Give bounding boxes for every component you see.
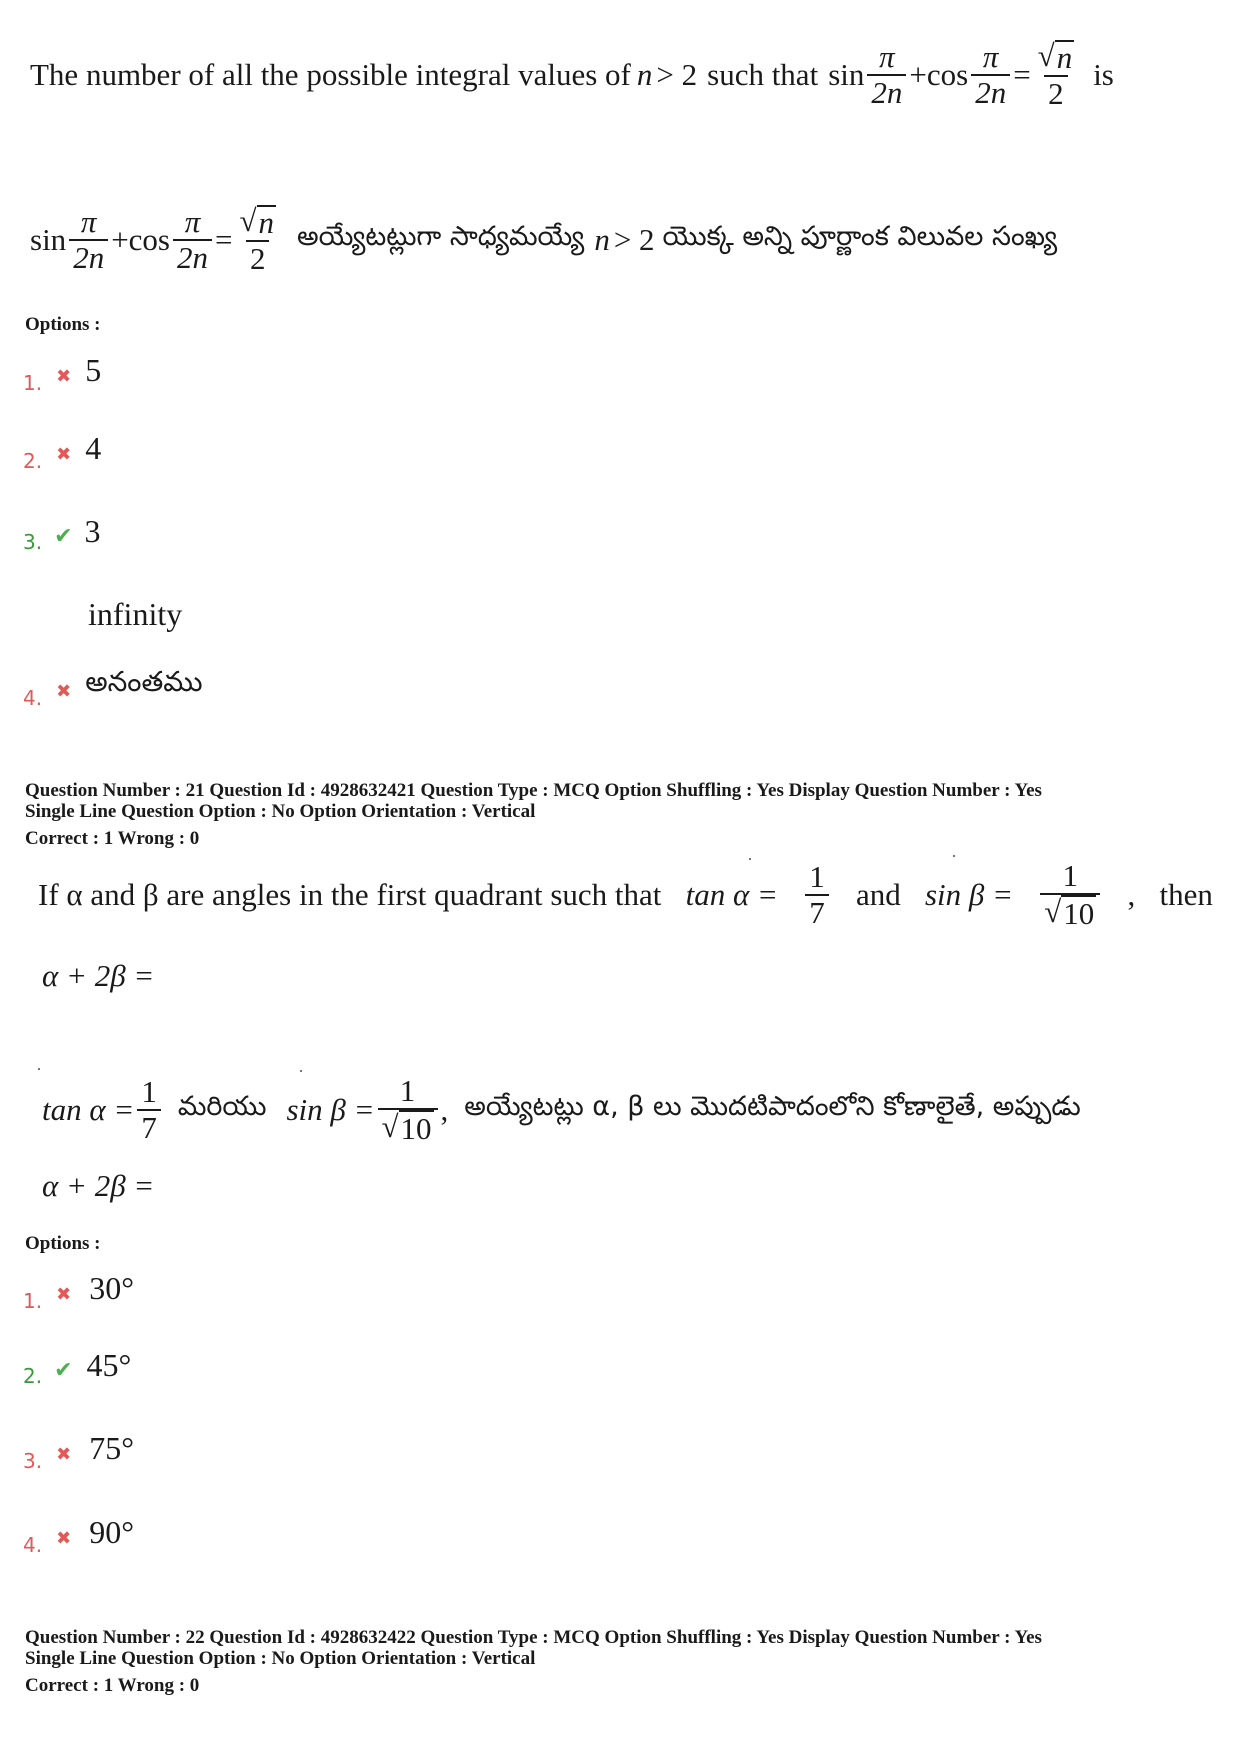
- q20-cos: cos: [926, 57, 969, 93]
- q20-text-end: is: [1093, 57, 1114, 93]
- option-value: 4: [85, 429, 102, 466]
- q21-question-en: [38, 860, 1213, 931]
- q20-cond-var: n: [636, 57, 653, 93]
- q22-meta-line2: Single Line Question Option : No Option Orientation : Vertical: [25, 1648, 536, 1669]
- q20-te-text-a: అయ్యేటట్లుగా సాధ్యమయ్యే: [297, 221, 585, 253]
- q21-te-comma: ,: [440, 1092, 449, 1128]
- q21-expr-te: α + 2β =: [42, 1168, 155, 1203]
- scan-dot: [300, 1070, 302, 1072]
- option-value: 45°: [86, 1346, 132, 1383]
- q21-te-frac-1: $\frac{1}{7}$: [137, 1076, 161, 1145]
- wrong-icon: ✖: [56, 1283, 72, 1305]
- option-value: 5: [85, 351, 102, 388]
- q21-tan-alpha: tan α =: [685, 877, 778, 913]
- q21-option-3[interactable]: [23, 1423, 134, 1473]
- q20-question-te: [30, 205, 1210, 276]
- q21-te-text: అయ్యేటట్లు α, β లు మొదటిపాదంలోని కోణాలైతే, అప్పుడు: [464, 1091, 1081, 1123]
- q20-te-frac-3: √ n 2: [239, 203, 274, 276]
- q22-meta-line1: Question Number : 22 Question Id : 4928632422 Question Type : MCQ Option Shuffling : Yes Display Question Number : Yes: [25, 1627, 1042, 1648]
- option-value: 3: [84, 512, 101, 549]
- q20-eq: =: [1013, 57, 1031, 93]
- correct-icon: ✔: [54, 1357, 73, 1383]
- option-number: 1.: [23, 371, 43, 395]
- q20-option-2[interactable]: [23, 423, 101, 473]
- option-value: 30°: [89, 1269, 134, 1306]
- option-value-te: అనంతము: [85, 665, 203, 698]
- q22-meta-line3: Correct : 1 Wrong : 0: [25, 1675, 200, 1696]
- q20-te-text-b: యొక్క అన్ని పూర్ణాంక విలువల సంఖ్య: [662, 221, 1058, 253]
- option-number: 2.: [23, 449, 43, 473]
- q21-option-2[interactable]: [23, 1342, 131, 1388]
- q20-option-4[interactable]: [23, 660, 203, 710]
- q21-frac-1: $\frac{1}{7}$: [805, 861, 829, 930]
- q21-te-frac-2: 1 √ 10: [378, 1075, 438, 1146]
- q20-frac-2: $\frac{\pi}{2n}$: [971, 41, 1010, 110]
- q20-te-rel: > 2: [613, 222, 655, 258]
- q21-comma: ,: [1127, 877, 1136, 913]
- option-number: 4.: [23, 1533, 43, 1557]
- q20-option-4-en: [88, 596, 182, 633]
- wrong-icon: ✖: [56, 365, 72, 387]
- scan-dot: [953, 855, 955, 857]
- wrong-icon: ✖: [56, 443, 72, 465]
- q21-expr-en: α + 2β =: [42, 958, 155, 993]
- q22-meta: [25, 1627, 1225, 1696]
- q21-meta-line1: Question Number : 21 Question Id : 4928632421 Question Type : MCQ Option Shuffling : Yes Display Question Number : Yes: [25, 780, 1042, 801]
- q21-options-label: Options :: [25, 1233, 101, 1254]
- q21-question-te: [42, 1075, 1217, 1146]
- q20-te-frac-2: $\frac{\pi}{2n}$: [173, 206, 212, 275]
- q21-te-and: మరియు: [177, 1091, 267, 1123]
- q21-and: and: [855, 877, 901, 913]
- option-value: 90°: [89, 1513, 134, 1550]
- q21-meta-line3: Correct : 1 Wrong : 0: [25, 828, 200, 849]
- q20-te-frac-1: $\frac{\pi}{2n}$: [69, 206, 108, 275]
- q21-text-a: If α and β are angles in the first quadrant such that: [38, 877, 662, 913]
- option-number: 3.: [23, 530, 43, 554]
- option-value: infinity: [88, 596, 183, 632]
- q20-te-var: n: [594, 222, 610, 258]
- q20-te-plus: +: [111, 222, 129, 258]
- correct-icon: ✔: [54, 523, 73, 549]
- q21-then: then: [1159, 877, 1213, 913]
- q21-te-sin: sin β =: [286, 1092, 375, 1128]
- q21-meta-line2: Single Line Question Option : No Option Orientation : Vertical: [25, 801, 536, 822]
- q21-option-1[interactable]: [23, 1263, 134, 1313]
- q20-question-en: [30, 40, 1210, 111]
- scan-dot: [38, 1068, 40, 1070]
- q20-te-eq: =: [215, 222, 233, 258]
- q20-frac-3: √ n 2: [1037, 38, 1073, 111]
- q20-sin: sin: [828, 57, 865, 93]
- q20-plus: +: [909, 57, 927, 93]
- q21-sin-beta: sin β =: [924, 877, 1014, 913]
- wrong-icon: ✖: [56, 1527, 72, 1549]
- wrong-icon: ✖: [56, 1443, 72, 1465]
- option-number: 4.: [23, 686, 43, 710]
- q21-meta: [25, 780, 1225, 849]
- option-number: 2.: [23, 1364, 43, 1388]
- q20-text-mid: such that: [707, 57, 819, 93]
- q20-options-label: Options :: [25, 314, 101, 335]
- q20-frac-1: $\frac{\pi}{2n}$: [867, 41, 906, 110]
- option-number: 1.: [23, 1289, 43, 1313]
- q20-te-sin: sin: [30, 222, 67, 258]
- q21-option-4[interactable]: [23, 1507, 134, 1557]
- q20-cond-rel: > 2: [656, 57, 698, 93]
- q20-option-1[interactable]: [23, 345, 101, 395]
- q20-text-before: The number of all the possible integral values of: [30, 57, 631, 93]
- wrong-icon: ✖: [56, 680, 72, 702]
- q21-frac-2: 1 √ 10: [1040, 860, 1100, 931]
- option-value: 75°: [89, 1429, 134, 1466]
- q20-te-cos: cos: [128, 222, 170, 258]
- q21-te-tan: tan α =: [42, 1092, 135, 1128]
- option-number: 3.: [23, 1449, 43, 1473]
- q20-option-3[interactable]: [23, 508, 101, 554]
